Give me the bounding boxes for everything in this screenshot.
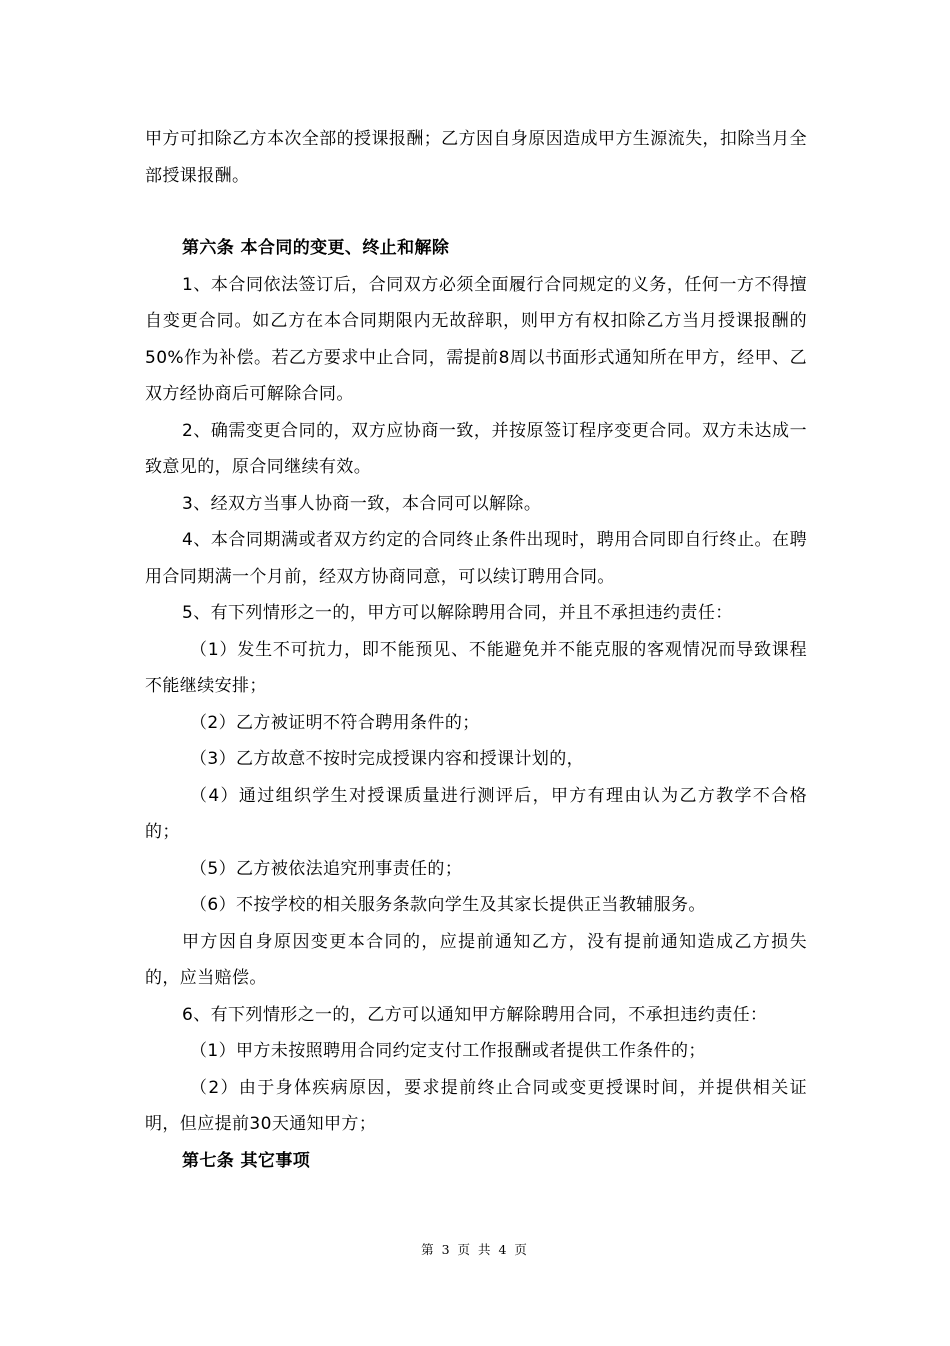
page-number-footer: 第 3 页 共 4 页 xyxy=(421,1242,529,1257)
clause-6-6-item: （1）甲方未按照聘用合同约定支付工作报酬或者提供工作条件的； xyxy=(190,1041,706,1061)
clause-6-5-item: （3）乙方故意不按时完成授课内容和授课计划的， xyxy=(190,749,585,769)
document-body xyxy=(145,121,807,1179)
clause-6-1: 1、本合同依法签订后，合同双方必须全面履行合同规定的义务，任何一方不得擅自变更合同。如乙方在本合同期限内无故辞职，则甲方有权扣除乙方当月授课报酬的50%作为补偿。若乙方要求中止合同，需提前8周以书面形式通知所在甲方，经甲、乙双方经协商后可解除合同。 xyxy=(145,274,807,404)
clause-6-5-note: 甲方因自身原因变更本合同的，应提前通知乙方，没有提前通知造成乙方损失的，应当赔偿。 xyxy=(145,931,807,988)
clause-6-6-item: （2）由于身体疾病原因，要求提前终止合同或变更授课时间，并提供相关证明，但应提前30天通知甲方； xyxy=(145,1077,807,1134)
clause-6-5-item: （2）乙方被证明不符合聘用条件的； xyxy=(190,712,480,733)
clause-6-5-item: （5）乙方被依法追究刑事责任的； xyxy=(190,858,463,879)
paragraph-continued: 甲方可扣除乙方本次全部的授课报酬；乙方因自身原因造成甲方生源流失，扣除当月全部授课报酬。 xyxy=(145,129,807,186)
article-7-heading: 第七条 其它事项 xyxy=(182,1150,311,1171)
clause-6-3: 3、经双方当事人协商一致，本合同可以解除。 xyxy=(182,493,542,514)
clause-6-6: 6、有下列情形之一的，乙方可以通知甲方解除聘用合同，不承担违约责任： xyxy=(182,1004,768,1025)
article-6-heading: 第六条 本合同的变更、终止和解除 xyxy=(182,238,450,258)
clause-6-5: 5、有下列情形之一的，甲方可以解除聘用合同，并且不承担违约责任： xyxy=(182,603,733,623)
clause-6-5-item: （1）发生不可抗力，即不能预见、不能避免并不能克服的客观情况而导致课程不能继续安排； xyxy=(145,639,807,696)
clause-6-5-item: （4）通过组织学生对授课质量进行测评后，甲方有理由认为乙方教学不合格的； xyxy=(145,785,807,842)
clause-6-5-item: （6）不按学校的相关服务条款向学生及其家长提供正当教辅服务。 xyxy=(190,895,706,915)
clause-6-2: 2、确需变更合同的，双方应协商一致，并按原签订程序变更合同。双方未达成一致意见的，原合同继续有效。 xyxy=(145,420,807,477)
clause-6-4: 4、本合同期满或者双方约定的合同终止条件出现时，聘用合同即自行终止。在聘用合同期满一个月前，经双方协商同意，可以续订聘用合同。 xyxy=(145,530,807,587)
